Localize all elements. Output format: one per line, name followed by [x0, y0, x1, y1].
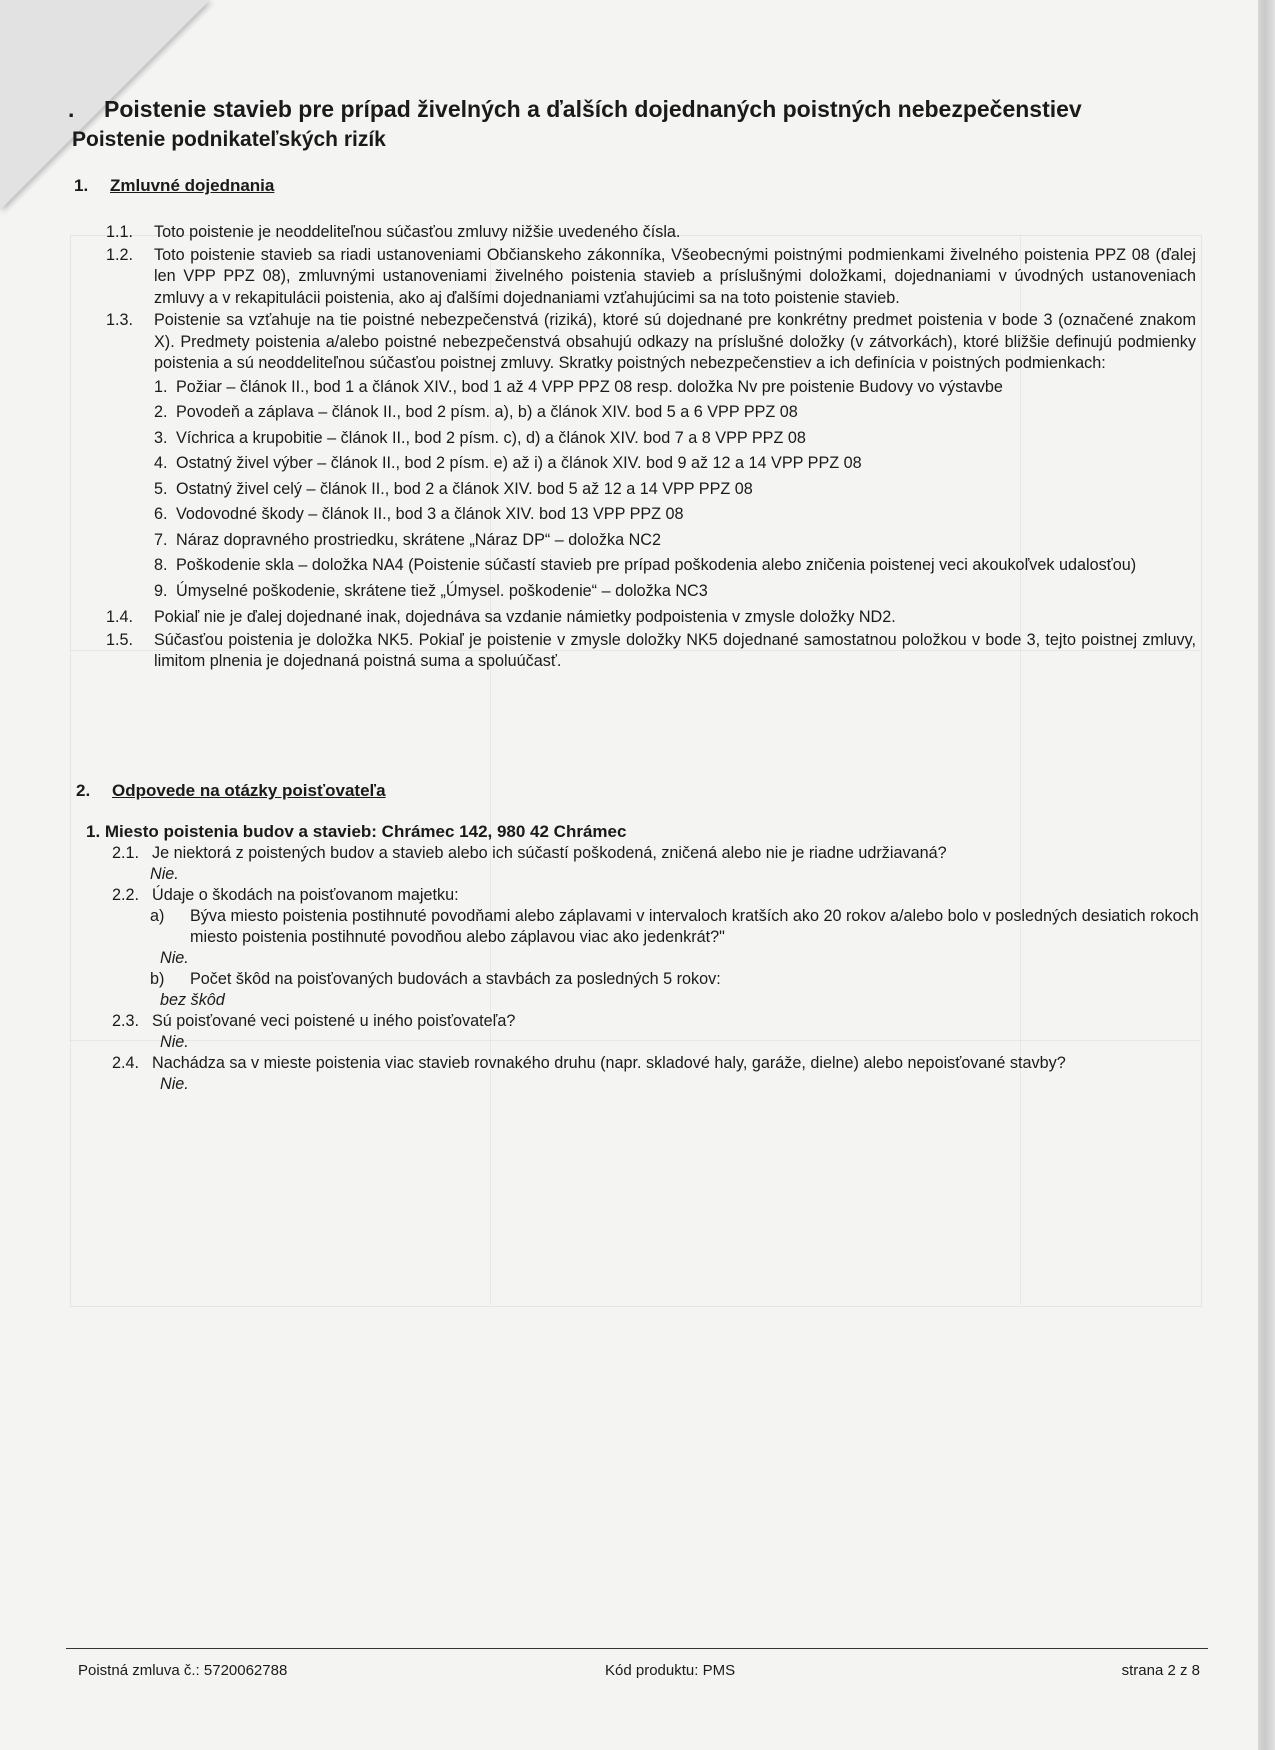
footer-divider	[66, 1648, 1208, 1649]
section-2-heading	[76, 781, 386, 801]
item-text: Súčasťou poistenia je doložka NK5. Pokiaľ je poistenie v zmysle doložky NK5 dojednané samostatnou položkou v bode 3, tejto poistnej zmluvy, limitom plnenia je dojednaná poistná suma a spoluúčasť.	[154, 630, 1196, 670]
question	[112, 1011, 1202, 1032]
question-text: Je niektorá z poistených budov a stavieb alebo ich súčastí poškodená, zničená alebo nie je riadne udržiavaná?	[152, 844, 947, 862]
item-text: Poistenie sa vzťahuje na tie poistné nebezpečenstvá (riziká), ktoré sú dojednané pre konkrétny predmet poistenia v bode 3 (označené znakom X). Predmety poistenia a/alebo poistné nebezpečenstvá obsahujú odkazy na príslušné doložky (v zátvorkách), ktoré bližšie definujú podmienky poistenia a sú neoddeliteľnou súčasťou poistnej zmluvy. Skratky poistných nebezpečenstiev a ich definícia v poistných podmienkach:	[154, 311, 1196, 372]
list-item	[106, 630, 1196, 673]
question-text: Údaje o škodách na poisťovanom majetku:	[152, 886, 459, 904]
question	[112, 843, 1202, 864]
answer: Nie.	[160, 1075, 189, 1093]
list-item	[106, 607, 1196, 629]
item-text: Toto poistenie je neoddeliteľnou súčasťou zmluvy nižšie uvedeného čísla.	[154, 223, 681, 241]
footer-product-code: Kód produktu: PMS	[605, 1662, 736, 1679]
risk-list	[154, 377, 1196, 603]
sub-question-text: Býva miesto poistenia postihnuté povodňami alebo záplavami v intervaloch kratších ako 20 rokov a/alebo bolo v posledných desiatich rokoch miesto poistenia postihnuté povodňou alebo záplavou viac ako jedenkrát?"	[190, 907, 1199, 946]
section-title: Zmluvné dojednania	[110, 176, 275, 195]
question-number: 2.2.	[112, 886, 140, 904]
section-number: 2.	[76, 781, 91, 800]
item-number: 1.4.	[106, 608, 134, 626]
risk-item: 2. Povodeň a záplava – článok II., bod 2 písm. a), b) a článok XIV. bod 5 a 6 VPP PPZ 08	[154, 403, 798, 421]
answer: Nie.	[150, 865, 179, 883]
question-text: Nachádza sa v mieste poistenia viac stavieb rovnakého druhu (napr. skladové haly, garáže, dielne) alebo nepoisťované stavby?	[152, 1054, 1066, 1072]
question-number: 2.3.	[112, 1012, 140, 1030]
sub-question-label: b)	[150, 970, 165, 988]
item-text: Pokiaľ nie je ďalej dojednané inak, dojednáva sa vzdanie námietky podpoistenia v zmysle doložky ND2.	[154, 608, 896, 626]
location-heading: 1. Miesto poistenia budov a stavieb: Chrámec 142, 980 42 Chrámec	[86, 822, 627, 841]
question	[112, 885, 1202, 906]
sub-question	[150, 906, 1202, 948]
item-text: Toto poistenie stavieb sa riadi ustanoveniami Občianskeho zákonníka, Všeobecnými poistnými podmienkami živelného poistenia PPZ 08 (ďalej len VPP PPZ 08), zmluvnými ustanoveniami živelného poistenia stavieb a príslušnými doložkami, dojednaniami v úvodných ustanoveniach zmluvy a v rekapitulácii poistenia, ako aj ďalšími dojednaniami vzťahujúcimi sa na toto poistenie stavieb.	[154, 245, 1196, 307]
item-number: 1.1.	[106, 223, 134, 241]
question-number: 2.4.	[112, 1054, 140, 1072]
document-title	[68, 96, 1224, 123]
risk-item: 3. Víchrica a krupobitie – článok II., bod 2 písm. c), d) a článok XIV. bod 7 a 8 VPP PPZ 08	[154, 428, 806, 447]
list-item	[106, 245, 1196, 310]
page-edge	[1258, 0, 1275, 1750]
risk-item: 5. Ostatný živel celý – článok II., bod 2 a článok XIV. bod 5 až 12 a 14 VPP PPZ 08	[154, 479, 753, 498]
footer-page-number: strana 2 z 8	[1121, 1662, 1200, 1679]
section-title: Odpovede na otázky poisťovateľa	[112, 781, 386, 800]
title-prefix: .	[68, 96, 75, 122]
item-number: 1.5.	[106, 630, 134, 649]
document-subtitle: Poistenie podnikateľských rizík	[72, 128, 386, 151]
section-1-items	[106, 222, 1196, 674]
sub-question	[150, 969, 1202, 990]
risk-item: 9. Úmyselné poškodenie, skrátene tiež „Úmysel. poškodenie“ – doložka NC3	[154, 581, 708, 600]
question-number: 2.1.	[112, 844, 140, 862]
risk-item: 6. Vodovodné škody – článok II., bod 3 a článok XIV. bod 13 VPP PPZ 08	[154, 505, 684, 523]
answer: Nie.	[160, 1033, 189, 1051]
item-number: 1.3.	[106, 311, 134, 329]
question	[112, 1053, 1202, 1074]
answer: bez škôd	[160, 991, 225, 1009]
answer: Nie.	[160, 949, 189, 967]
section-1-heading	[74, 176, 274, 196]
risk-item: 7. Náraz dopravného prostriedku, skrátene „Náraz DP“ – doložka NC2	[154, 530, 661, 549]
list-item	[106, 222, 1196, 244]
title-main: Poistenie stavieb pre prípad živelných a ďalších dojednaných poistných nebezpečenstiev	[104, 96, 1082, 122]
sub-question-text: Počet škôd na poisťovaných budovách a stavbách za posledných 5 rokov:	[190, 970, 721, 988]
risk-item: 4. Ostatný živel výber – článok II., bod 2 písm. e) až i) a článok XIV. bod 9 až 12 a 14 VPP PPZ 08	[154, 454, 862, 472]
footer-contract-number: Poistná zmluva č.: 5720062788	[78, 1662, 288, 1679]
section-number: 1.	[74, 176, 89, 195]
risk-item: 1. Požiar – článok II., bod 1 a článok XIV., bod 1 až 4 VPP PPZ 08 resp. doložka Nv pre poistenie Budovy vo výstavbe	[154, 377, 1003, 396]
list-item	[106, 310, 1196, 606]
item-number: 1.2.	[106, 245, 134, 264]
question-text: Sú poisťované veci poistené u iného poisťovateľa?	[152, 1012, 516, 1030]
questions	[112, 843, 1202, 1095]
risk-item: 8. Poškodenie skla – doložka NA4 (Poistenie súčastí stavieb pre prípad poškodenia alebo zničenia poistenej veci akoukoľvek udalosťou)	[154, 556, 1137, 574]
sub-question-label: a)	[150, 907, 165, 925]
